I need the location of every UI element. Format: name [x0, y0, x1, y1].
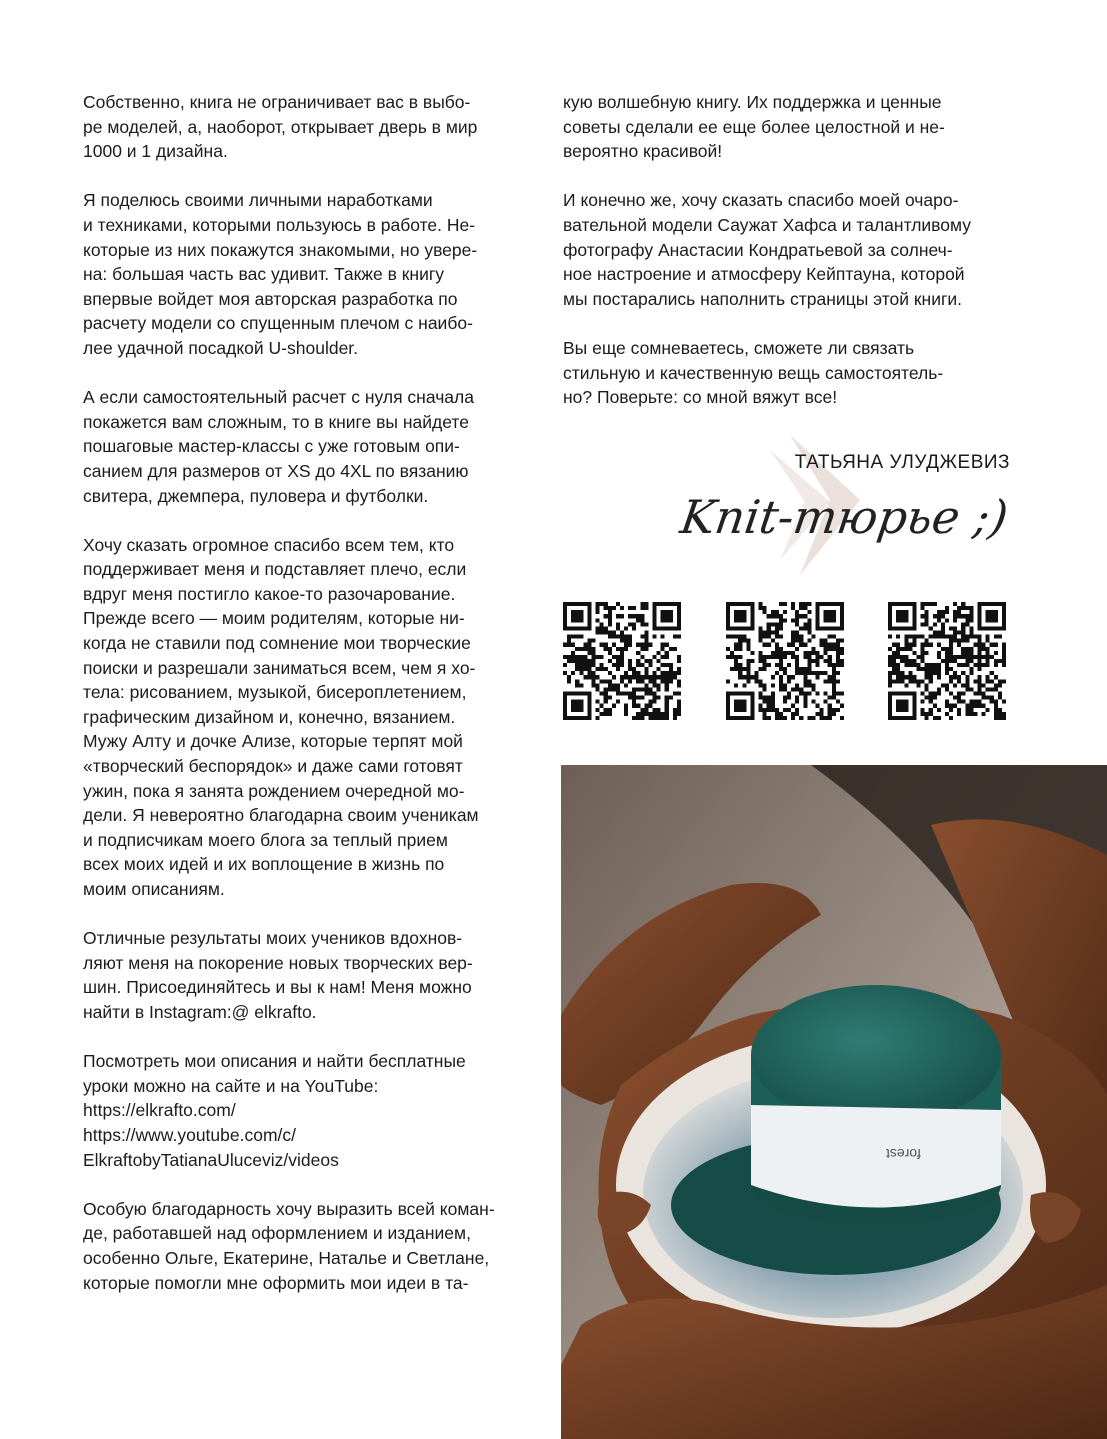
- author-signature: Knit-тюрье ;): [677, 490, 1012, 544]
- paragraph: Вы еще сомневаетесь, сможете ли связать стильную и качественную вещь самостоятель- но? Поверьте: со мной вяжут все!: [563, 337, 944, 408]
- yarn-in-shell-photo: [561, 765, 1107, 1439]
- paragraph: Посмотреть мои описания и найти бесплатные уроки можно на сайте и на YouTube: https://elkrafto.com/ https://www.youtube.com/c/ ElkraftobyTatianaUluceviz/videos: [83, 1051, 466, 1170]
- author-name: ТАТЬЯНА УЛУДЖЕВИЗ: [794, 452, 1010, 473]
- qr-code-instagram[interactable]: [888, 602, 1006, 720]
- author-signature-block: [677, 430, 1012, 590]
- paragraph: кую волшебную книгу. Их поддержка и ценные советы сделали ее еще более целостной и не- вероятно красивой!: [563, 92, 945, 162]
- left-text-column: [83, 90, 533, 1320]
- paragraph: Я поделюсь своими личными наработками и техниками, которыми пользуюсь в работе. Не- которые из них покажутся знакомыми, но уверe- на: большая часть вас удивит. Также в книгу впервые войдет моя авторская разработка по расчету модели со спущенным плечом с наибо- лее удачной посадкой U-shoulder.: [83, 190, 478, 358]
- paragraph: Отличные результаты моих учеников вдохнов- ляют меня на покорение новых творческих вер- шин. Присоединяйтесь и вы к нам! Меня можно найти в Instagram:@ elkrafto.: [83, 928, 473, 1022]
- paragraph: Особую благодарность хочу выразить всей коман- де, работавшей над оформлением и изданием, особенно Ольге, Екатерине, Наталье и Светлане, которые помогли мне оформить мои идеи в та-: [83, 1198, 495, 1293]
- paragraph: Собственно, книга не ограничивает вас в выбо- ре моделей, а, наоборот, открывает дверь в мир 1000 и 1 дизайна.: [83, 92, 478, 162]
- paragraph: И конечно же, хочу сказать спасибо моей очаро- вательной модели Саужат Хафса и талантливому фотографу Анастасии Кондратьевой за солнеч- ное настроение и атмосферу Кейптауна, которой мы постарались наполнить страницы этой книги.: [563, 190, 971, 309]
- qr-code-youtube[interactable]: [726, 602, 844, 720]
- paragraph: Хочу сказать огромное спасибо всем тем, кто поддерживает меня и подставляет плечо, если вдруг меня постигло какое-то разочарование. Прежде всего — моим родителям, которые ни- когда не ставили под сомнение мои творческие поиски и разрешали заниматься всем, чем я хо- тела: рисованием, музыкой, бисероплетением, графическим дизайном и, конечно, вязанием. Мужу Алту и дочке Ализе, которые терпят мой «творческий беспорядок» и даже сами готовят ужин, пока я занята рождением очередной мо- дели. Я невероятно благодарна своим ученикам и подписчикам моего блога за теплый прием всех моих идей и их воплощение в жизнь по моим описаниям.: [83, 534, 479, 899]
- qr-code-website[interactable]: [563, 602, 681, 720]
- paragraph: А если самостоятельный расчет с нуля сначала покажется вам сложным, то в книге вы найдете пошаговые мастер-классы с уже готовым опи- санием для размеров от XS до 4XL по вязанию свитера, джемпера, пуловера и футболки.: [83, 387, 474, 506]
- yarn-label-text: forest: [885, 1146, 921, 1162]
- right-text-column: [563, 90, 1003, 434]
